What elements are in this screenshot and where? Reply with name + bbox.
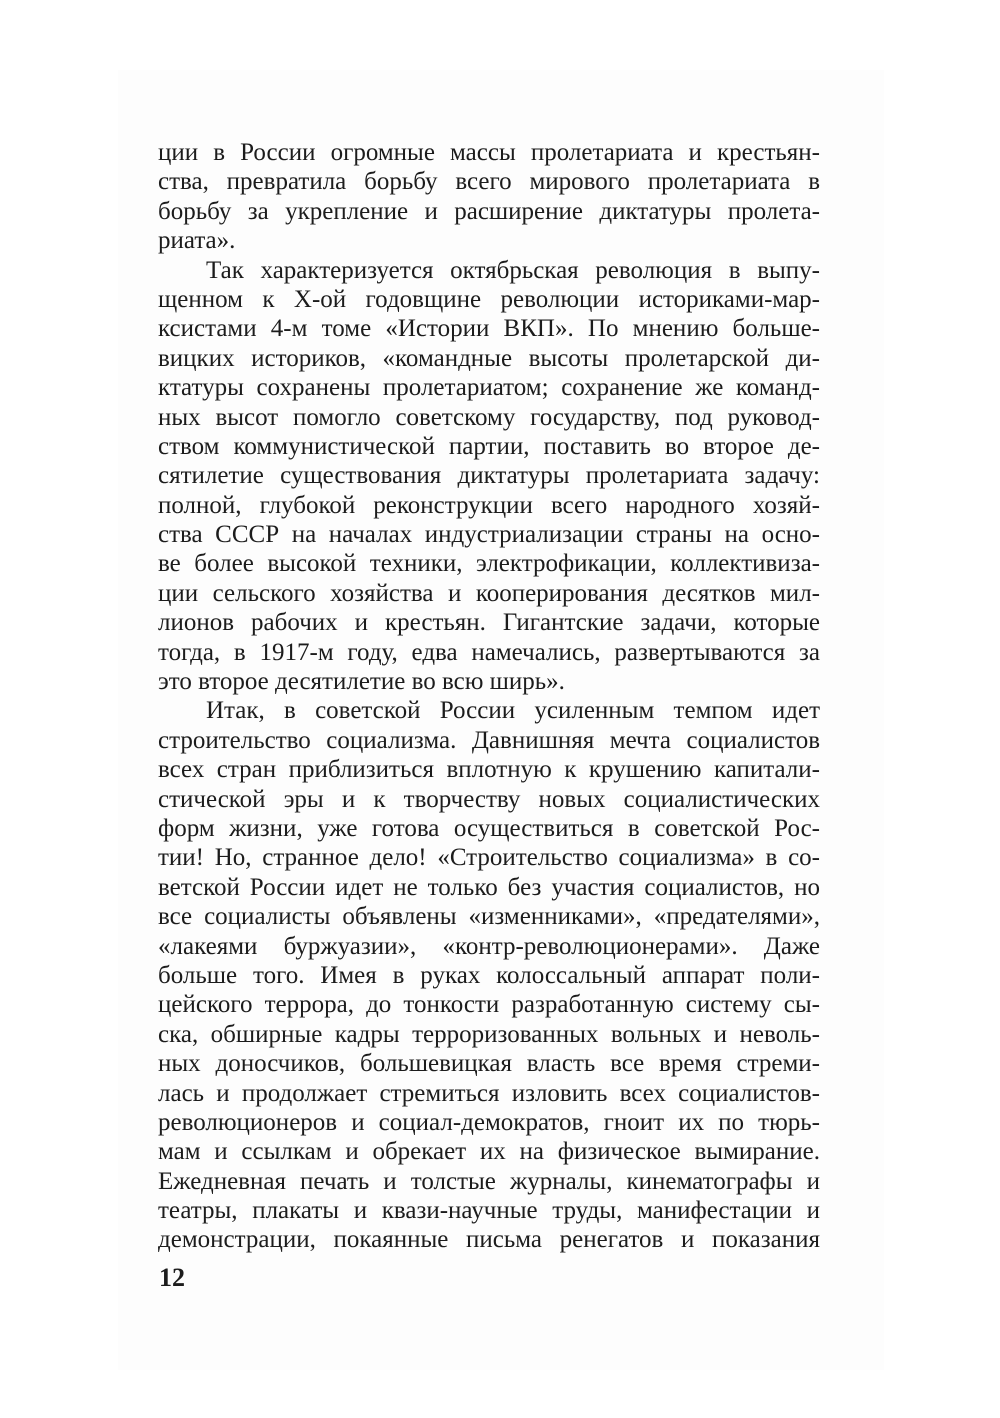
text-line: мам и ссылкам и обрекает их на физическое вымирание. <box>158 1138 820 1166</box>
text-line: Так характеризуется октябрьская революция в выпу- <box>206 256 820 284</box>
text-line: тогда, в 1917-м году, едва намечались, развертываются за <box>158 638 820 666</box>
text-line: ством коммунистической партии, поставить во второе де- <box>158 432 820 460</box>
text-line: революционеров и социал-демократов, гноит их по тюрь- <box>158 1108 820 1136</box>
text-line: цейского террора, до тонкости разработанную систему сы- <box>158 991 820 1019</box>
text-line: щенном к Х-ой годовщине революции историками-мар- <box>158 285 820 313</box>
text-line: лась и продолжает стремиться изловить всех социалистов- <box>158 1079 820 1107</box>
text-line: театры, плакаты и квази-научные труды, манифестации и <box>158 1197 820 1225</box>
text-line: вицких историков, «командные высоты пролетарской ди- <box>158 344 820 372</box>
text-line: тии! Но, странное дело! «Строительство социализма» в со- <box>158 844 820 872</box>
text-line: ксистами 4-м томе «Истории ВКП». По мнению больше- <box>158 315 820 343</box>
text-line: лионов рабочих и крестьян. Гигантские задачи, которые <box>158 609 820 637</box>
body-text <box>158 138 820 1255</box>
text-line: полной, глубокой реконструкции всего народного хозяй- <box>158 491 820 519</box>
text-line: ции в России огромные массы пролетариата и крестьян- <box>158 139 820 166</box>
text-line: форм жизни, уже готова осуществиться в советской Рос- <box>158 814 820 842</box>
text-line: ктатуры сохранены пролетариатом; сохранение же команд- <box>158 374 820 402</box>
text-line: больше того. Имея в руках колоссальный аппарат поли- <box>158 961 820 989</box>
text-line: ства СССР на началах индустриализации страны на осно- <box>158 521 820 549</box>
page-number: 12 <box>159 1263 185 1292</box>
text-line: ветской России идет не только без участия социалистов, но <box>158 873 820 901</box>
text-line: Ежедневная печать и толстые журналы, кинематографы и <box>158 1167 820 1195</box>
text-line: демонстрации, покаянные письма ренегатов и показания <box>158 1226 820 1254</box>
text-line: риата». <box>158 227 236 255</box>
text-line: ве более высокой техники, электрофикации, коллективиза- <box>158 550 820 578</box>
text-line: стической эры и к творчеству новых социалистических <box>158 785 820 813</box>
text-line: сятилетие существования диктатуры пролетариата задачу: <box>158 462 820 490</box>
text-line: строительство социализма. Давнишняя мечта социалистов <box>158 726 820 754</box>
text-line: ска, обширные кадры терроризованных вольных и неволь- <box>158 1020 820 1048</box>
text-line: это второе десятилетие во всю ширь». <box>158 668 565 696</box>
text-line: ных высот помогло советскому государству, под руковод- <box>158 403 820 431</box>
text-line: ции сельского хозяйства и кооперирования десятков мил- <box>158 579 820 607</box>
text-line: «лакеями буржуазии», «контр-революционерами». Даже <box>158 932 820 960</box>
text-line: все социалисты объявлены «изменниками», «предателями», <box>158 903 820 931</box>
text-line: Итак, в советской России усиленным темпом идет <box>206 697 820 725</box>
text-line: борьбу за укрепление и расширение диктатуры пролета- <box>158 197 820 225</box>
text-line: всех стран приблизиться вплотную к крушению капитали- <box>158 756 820 784</box>
text-line: ства, превратила борьбу всего мирового пролетариата в <box>158 168 820 196</box>
text-line: ных доносчиков, большевицкая власть все время стреми- <box>158 1050 820 1078</box>
